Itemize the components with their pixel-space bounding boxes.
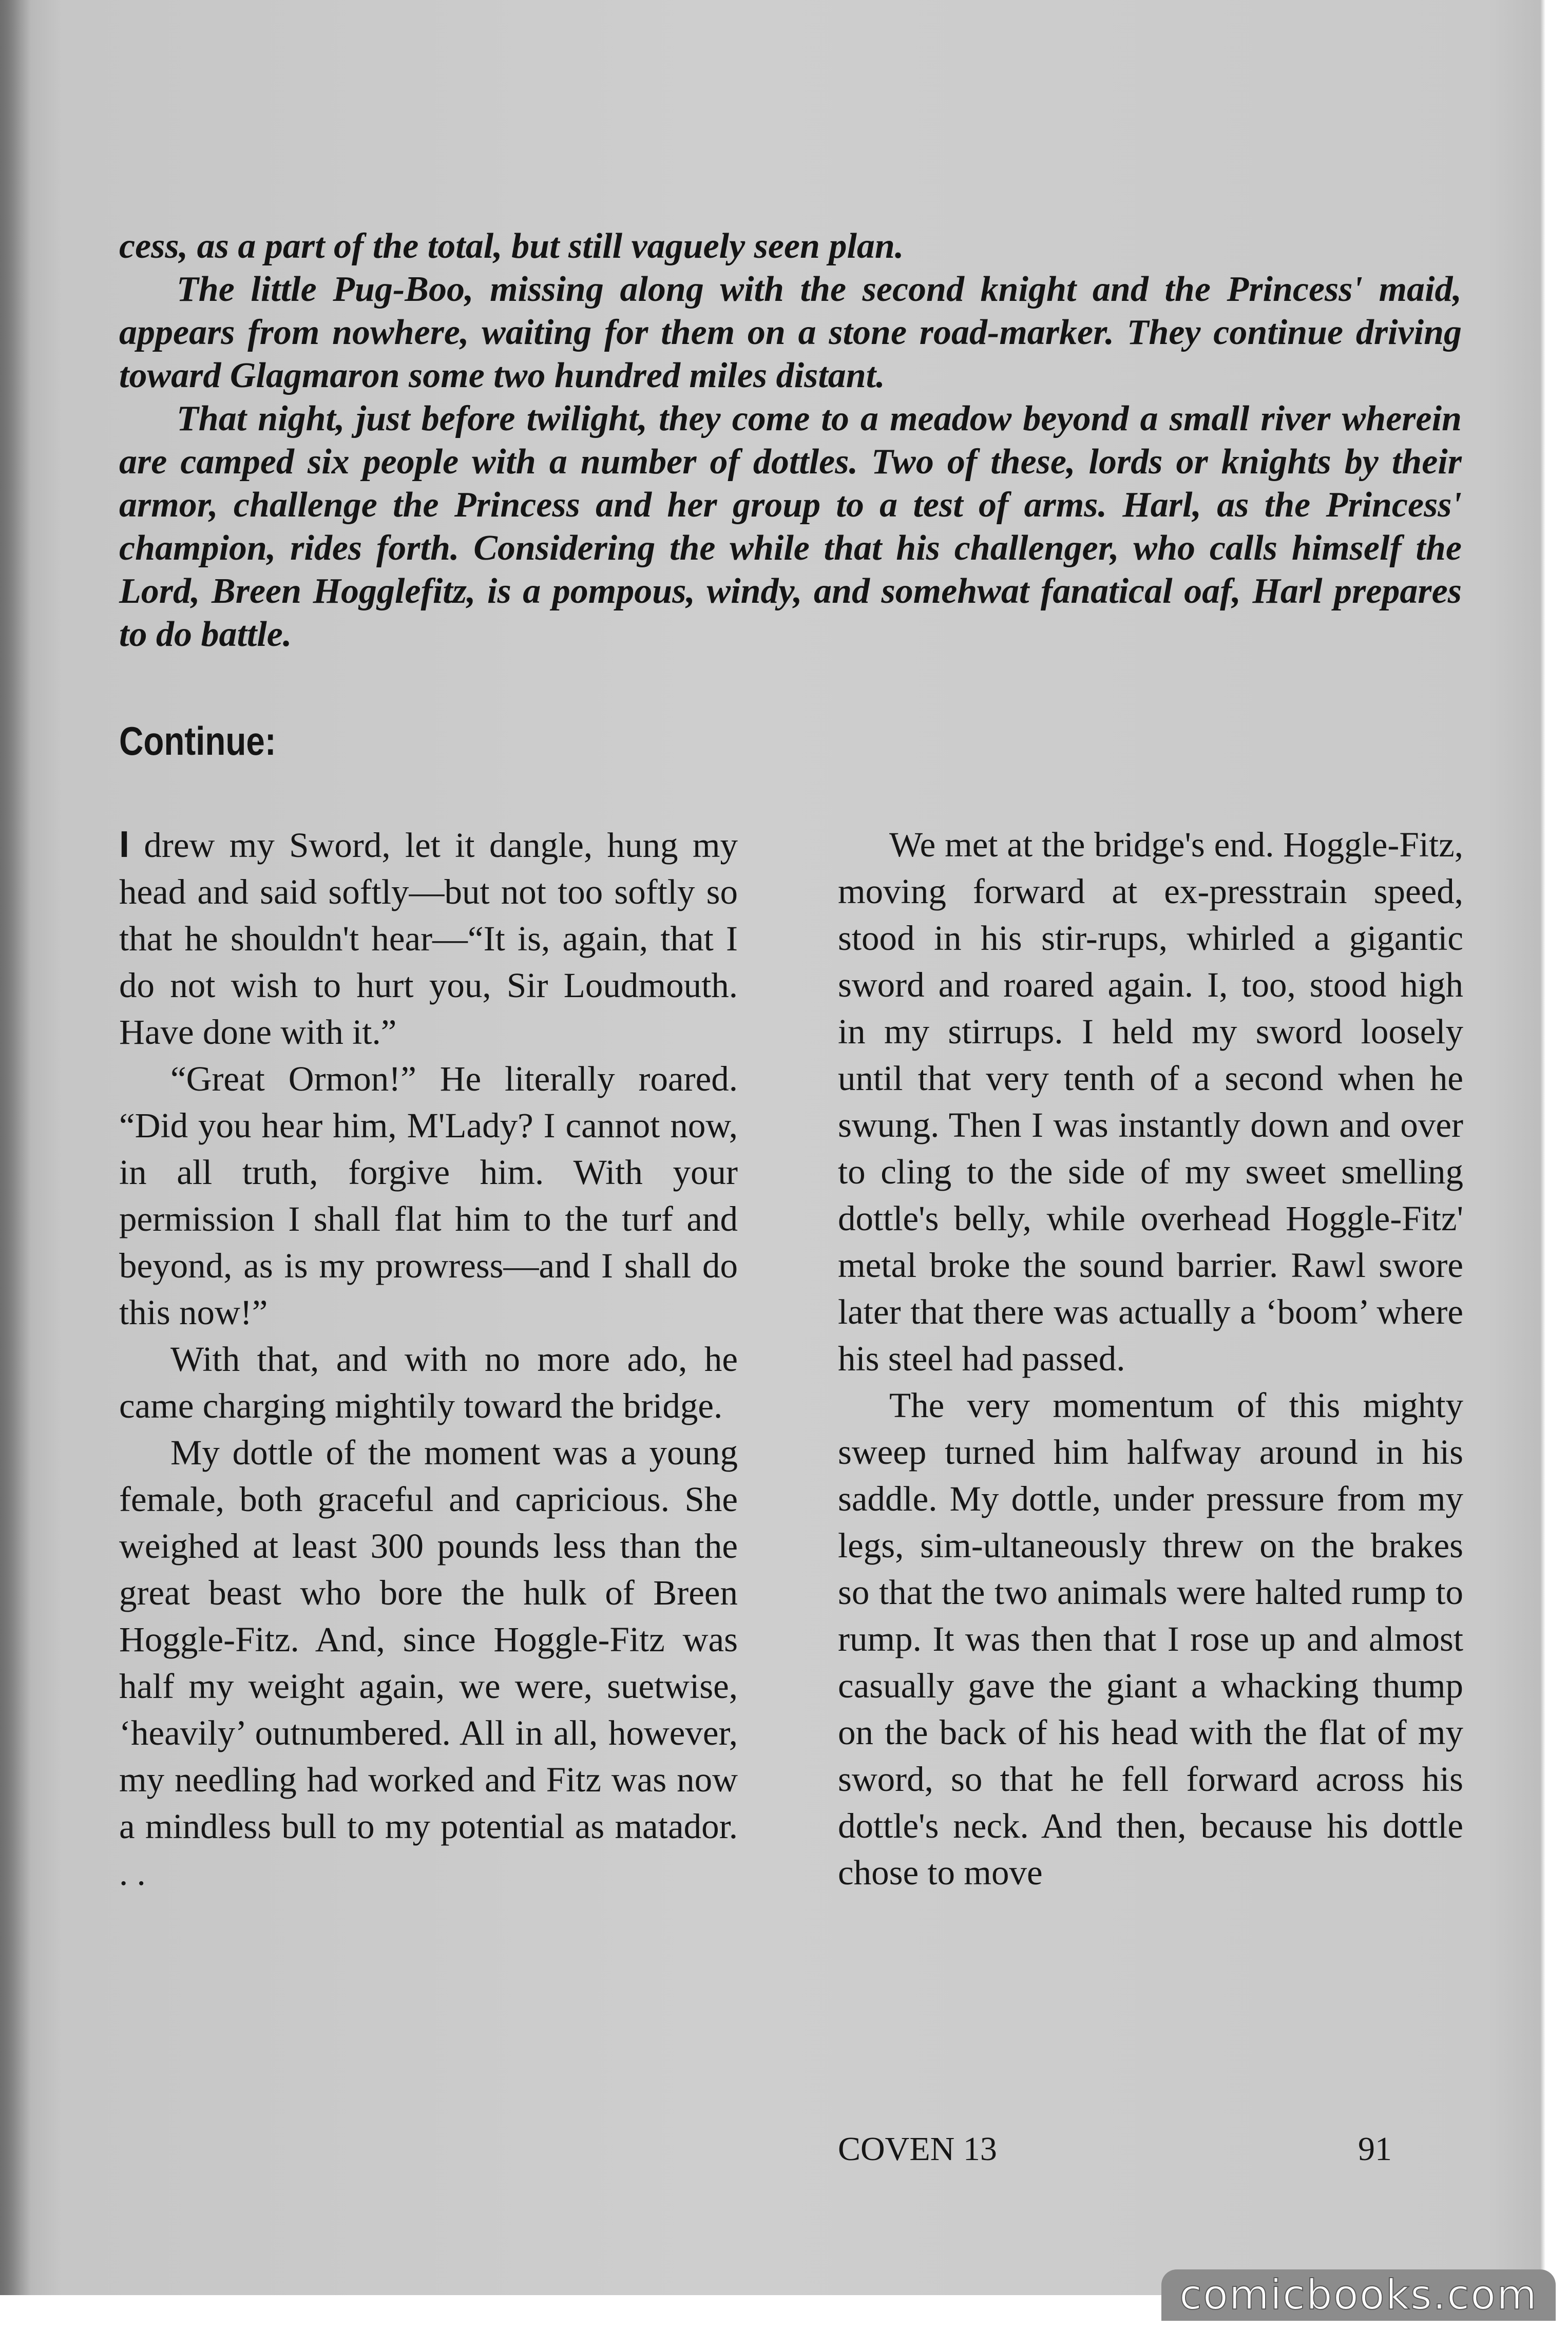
body-paragraph	[119, 822, 738, 1056]
body-paragraph: “Great Ormon!” He literally roared. “Did you hear him, M'Lady? I cannot now, in all truth, forgive him. With your permission I shall flat him to the turf and beyond, as is my prowress—and I shall do this now!”	[119, 1059, 738, 1332]
watermark-logo: comicbooks.com	[1161, 2269, 1556, 2321]
synopsis-paragraph: That night, just before twilight, they come to a meadow beyond a small river wherein are camped six people with a number of dottles. Two of these, lords or knights by their armor, challenge the Princess and her group to a test of arms. Harl, as the Princess' champion, rides forth. Considering the while that his challenger, who calls himself the Lord, Breen Hogglefitz, is a pompous, windy, and somehwat fanatical oaf, Harl prepares to do battle.	[119, 399, 1462, 654]
synopsis-paragraph: The little Pug-Boo, missing along with the second knight and the Princess' maid, appears from nowhere, waiting for them on a stone road-marker. They continue driving toward Glagmaron some two hundred miles distant.	[119, 270, 1462, 395]
drop-cap: I	[119, 824, 130, 865]
section-heading: Continue:	[119, 718, 276, 763]
left-column	[119, 822, 738, 1897]
page-number: 91	[1358, 2130, 1392, 2168]
body-paragraph: My dottle of the moment was a young female, both graceful and capricious. She weighed at least 300 pounds less than the great beast who bore the hulk of Breen Hoggle-Fitz. And, since Hoggle-Fitz was half my weight again, we were, suetwise, ‘heavily’ outnumbered. All in all, however, my needling had worked and Fitz was now a mindless bull to my potential as matador. . .	[119, 1433, 738, 1893]
synopsis-paragraph: cess, as a part of the total, but still vaguely seen plan.	[119, 226, 904, 266]
paragraph-text: drew my Sword, let it dangle, hung my head and said softly—but not too softly so that he shouldn't hear—“It is, again, that I do not wish to hurt you, Sir Loudmouth. Have done with it.”	[119, 826, 738, 1052]
binding-shadow	[0, 0, 31, 2329]
story-synopsis	[119, 225, 1462, 656]
body-paragraph: With that, and with no more ado, he came charging mightily toward the bridge.	[119, 1340, 738, 1425]
right-column	[838, 822, 1463, 1896]
magazine-title: COVEN 13	[838, 2130, 997, 2168]
body-paragraph: The very momentum of this mighty sweep turned him halfway around in his saddle. My dottle, under pressure from my legs, sim-ultaneously threw on the brakes so that the two animals were halted rump to rump. It was then that I rose up and almost casually gave the giant a whacking thump on the back of his head with the flat of my sword, so that he fell forward across his dottle's neck. And then, because his dottle chose to move	[838, 1386, 1463, 1892]
body-paragraph: We met at the bridge's end. Hoggle-Fitz, moving forward at ex-presstrain speed, stood in his stir-rups, whirled a gigantic sword and roared again. I, too, stood high in my stirrups. I held my sword loosely until that very tenth of a second when he swung. Then I was instantly down and over to cling to the side of my sweet smelling dottle's belly, while overhead Hoggle-Fitz' metal broke the sound barrier. Rawl swore later that there was actually a ‘boom’ where his steel had passed.	[838, 825, 1463, 1378]
